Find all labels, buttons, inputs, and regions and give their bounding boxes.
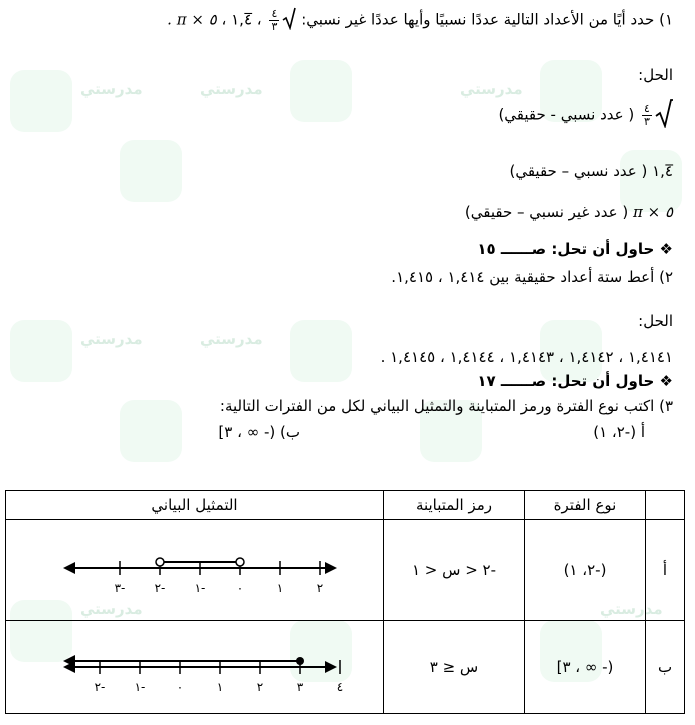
question-1-prompt: ١) حدد أيًا من الأعداد التالية عددًا نسبيًا وأيها عددًا غير نسبي: bbox=[301, 10, 673, 29]
question-1 bbox=[167, 6, 673, 34]
graph-cell bbox=[6, 621, 384, 714]
tick-label: ٤ bbox=[336, 680, 343, 694]
table-header: نوع الفترة bbox=[525, 491, 646, 520]
inequality-symbol: -٢ < س < ١ bbox=[384, 520, 525, 621]
tick-label: -١ bbox=[134, 680, 145, 694]
number-line-b bbox=[45, 625, 345, 705]
try-it-2: ❖ حاول أن تحل: صــــــ ١٧ bbox=[477, 372, 673, 390]
row-label: ب bbox=[646, 621, 685, 714]
tick-label: ٠ bbox=[236, 581, 243, 595]
fraction-denominator: ٣ bbox=[644, 114, 650, 128]
solution-2-answer: ١,٤١٤١ ، ١,٤١٤٢ ، ١,٤١٤٣ ، ١,٤١٤٤ ، ١,٤١٤٥ . bbox=[380, 348, 673, 366]
try-it-1: ❖ حاول أن تحل: صــــــ ١٥ bbox=[477, 240, 673, 258]
radical-icon bbox=[655, 98, 673, 132]
open-endpoint bbox=[156, 558, 164, 566]
fraction-numerator: ٤ bbox=[644, 101, 650, 115]
watermark-text: مدرستي bbox=[600, 600, 663, 618]
solution-1-a bbox=[498, 98, 673, 132]
row-label: أ bbox=[646, 520, 685, 621]
table-header bbox=[646, 491, 685, 520]
solution-label: الحل: bbox=[638, 66, 673, 84]
watermark-text: مدرستي bbox=[80, 600, 143, 618]
solution-label: الحل: bbox=[638, 312, 673, 330]
open-endpoint bbox=[236, 558, 244, 566]
fraction-numerator: ٤ bbox=[271, 6, 278, 20]
closed-endpoint bbox=[296, 657, 304, 665]
table-row bbox=[6, 520, 685, 621]
classification: ( عدد نسبي - حقيقي) bbox=[498, 105, 635, 124]
table-header-row bbox=[6, 491, 685, 520]
tick-label: ١ bbox=[276, 581, 283, 595]
radical-icon bbox=[282, 6, 296, 34]
fraction bbox=[642, 103, 652, 128]
watermark-text: مدرستي bbox=[200, 330, 263, 348]
question-3-b: ب) (- ∞ ، ٣] bbox=[218, 423, 300, 441]
table-row bbox=[6, 621, 685, 714]
tick-label: -١ bbox=[194, 581, 205, 595]
tick-label: ٢ bbox=[316, 581, 323, 595]
value: ١,٤̅ bbox=[652, 162, 673, 180]
number-line-a bbox=[45, 528, 345, 608]
classification: ( عدد نسبي – حقيقي) bbox=[509, 162, 648, 180]
table-header: التمثيل البياني bbox=[6, 491, 384, 520]
interval-table bbox=[5, 490, 685, 714]
watermark-text: مدرستي bbox=[80, 330, 143, 348]
pi-expression: ٥ × π . bbox=[167, 10, 217, 29]
tick-label: ١ bbox=[216, 680, 223, 694]
table-header: رمز المتباينة bbox=[384, 491, 525, 520]
question-3: ٣) اكتب نوع الفترة ورمز المتباينة والتمثيل البياني لكل من الفترات التالية: bbox=[219, 397, 673, 415]
tick-label: ٣ bbox=[296, 680, 303, 694]
question-2: ٢) أعط ستة أعداد حقيقية بين ١,٤١٤ ، ١,٤١٥. bbox=[391, 268, 673, 286]
tick-label: -٣ bbox=[114, 581, 125, 595]
classification: ( عدد غير نسبي – حقيقي) bbox=[464, 203, 629, 221]
watermark-text: مدرستي bbox=[460, 80, 523, 98]
tick-label: ٢ bbox=[256, 680, 263, 694]
fraction-denominator: ٣ bbox=[271, 19, 278, 33]
fraction bbox=[269, 8, 279, 33]
interval-type: (- ∞ ، ٣] bbox=[525, 621, 646, 714]
tick-label: ٠ bbox=[176, 680, 183, 694]
solution-1-c bbox=[465, 203, 673, 221]
solution-1-b bbox=[509, 162, 673, 180]
inequality-symbol: س ≤ ٣ bbox=[384, 621, 525, 714]
watermark-text: مدرستي bbox=[200, 80, 263, 98]
tick-label: -٢ bbox=[94, 680, 105, 694]
watermark-text: مدرستي bbox=[80, 80, 143, 98]
number-list: ، ١,٤̅ ، bbox=[221, 10, 262, 29]
value: ٥ × π bbox=[632, 203, 673, 221]
tick-label: -٢ bbox=[154, 581, 165, 595]
graph-cell bbox=[6, 520, 384, 621]
interval-type: (-٢، ١) bbox=[525, 520, 646, 621]
question-3-a: أ (-٢، ١) bbox=[593, 423, 645, 441]
